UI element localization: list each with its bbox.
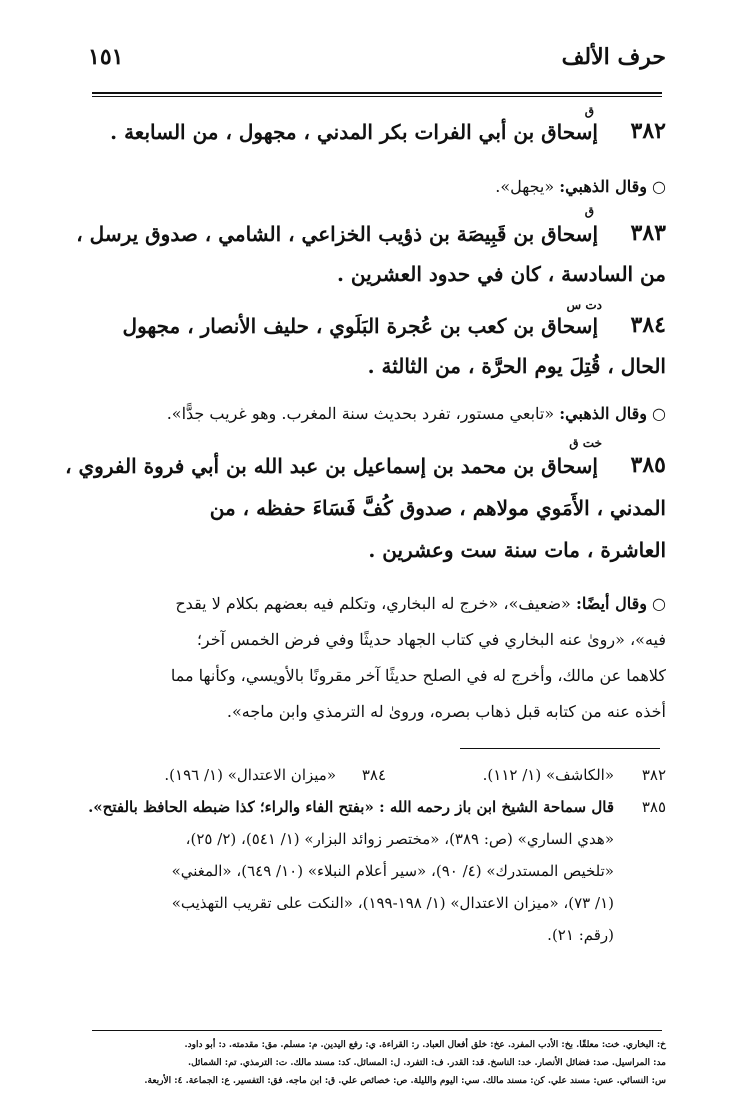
entry-382-note <box>84 177 666 196</box>
entry-385 <box>65 436 666 582</box>
entry-385-note <box>84 594 666 613</box>
abbreviation-key-line: خ: البخاري. خت: معلقًا. بخ: الأدب المفرد. عخ: خلق أفعال العباد. ر: القراءة. ي: رفع اليدين. م: مسلم. مق: مقدمته. د: أبو داود. <box>184 1040 666 1050</box>
abbreviation-key-line: مد: المراسيل. صد: فضائل الأنصار. خد: الناسخ. قد: القدر. ف: التفرد. ل: المسائل. كد: مسند مالك. ت: الترمذي. تم: الشمائل. <box>187 1058 666 1068</box>
footnote-385-line: «تلخيص المستدرك» (٤/ ٩٠)، «سير أعلام النبلاء» (١٠/ ٦٤٩)، «المغني» <box>171 862 614 880</box>
entry-codes: دت س <box>566 298 602 312</box>
footnote-385-line: قال سماحة الشيخ ابن باز رحمه الله : «بفتح الفاء والراء؛ كذا ضبطه الحافظ بالفتح». <box>88 798 614 816</box>
note-label: وقال الذهبي: <box>559 404 647 423</box>
entry-385-note-line: فيه»، «روىٰ عنه البخاري في كتاب الجهاد حديثًا وفي فرض الخمس آخر؛ <box>196 630 666 649</box>
entry-codes: ق <box>584 104 594 118</box>
key-rule <box>92 1030 662 1031</box>
entry-number: ٣٨٤ <box>630 312 666 338</box>
header-rule-thick <box>92 92 662 94</box>
footnote-384-number: ٣٨٤ <box>361 766 386 784</box>
bullet-icon: ○ <box>652 404 666 423</box>
abbreviation-key-line: س: النسائي. عس: مسند علي. كن: مسند مالك. سي: اليوم والليلة. ص: خصائص علي. ق: ابن ماجه. فق: التفسير. ع: الجماعة. ٤: الأربعة. <box>144 1076 666 1086</box>
entry-text-line: من السادسة ، كان في حدود العشرين . <box>337 262 666 286</box>
note-label: وقال الذهبي: <box>559 177 647 196</box>
note-text: «ضعيف»، «خرج له البخاري، وتكلم فيه بعضهم بكلام لا يقدح <box>175 594 571 613</box>
page-number: ١٥١ <box>88 44 124 70</box>
entry-385-note-line: أخذه عنه من كتابه قبل ذهاب بصره، وروىٰ له الترمذي وابن ماجه». <box>226 702 666 721</box>
footnote-382-number: ٣٨٢ <box>641 766 666 784</box>
entry-codes: خت ق <box>569 436 602 450</box>
entry-number: ٣٨٢ <box>630 118 666 144</box>
entry-384-note <box>84 404 666 423</box>
bullet-icon: ○ <box>652 177 666 196</box>
entry-text-line: إسحاق بن قَبِيصَة بن ذؤيب الخزاعي ، الشامي ، صدوق يرسل ، <box>76 222 598 246</box>
entry-385-note-line: كلاهما عن مالك، وأخرج له في الصلح حديثًا آخر مقرونًا بالأويسي، وكأنها مما <box>170 666 666 685</box>
header-rule-thin <box>92 96 662 97</box>
entry-number: ٣٨٥ <box>630 452 666 478</box>
entry-382 <box>84 104 666 158</box>
entry-codes: ق <box>584 204 594 218</box>
entry-text-line: الحال ، قُتِلَ يوم الحرَّة ، من الثالثة . <box>367 354 666 378</box>
note-label: وقال أيضًا: <box>575 594 647 613</box>
entry-383 <box>76 204 666 300</box>
entry-text-line: إسحاق بن محمد بن إسماعيل بن عبد الله بن أبي فروة الفروي ، <box>65 454 598 478</box>
entry-number: ٣٨٣ <box>630 220 666 246</box>
footnote-385-line: (رقم: ٢١). <box>547 926 614 944</box>
footnote-385-line: «هدي الساري» (ص: ٣٨٩)، «مختصر زوائد البزار» (١/ ٥٤١)، (٢/ ٢٥)، <box>185 830 614 848</box>
note-text: «تابعي مستور، تفرد بحديث سنة المغرب. وهو غريب جدًّا». <box>166 404 555 423</box>
footnote-384-text: «ميزان الاعتدال» (١/ ١٩٦). <box>164 766 336 784</box>
page-header-title: حرف الألف <box>561 44 666 70</box>
entry-384 <box>84 298 666 392</box>
footnote-385-number: ٣٨٥ <box>641 798 666 816</box>
footnote-382-text: «الكاشف» (١/ ١١٢). <box>482 766 614 784</box>
entry-text-line: إسحاق بن أبي الفرات بكر المدني ، مجهول ، من السابعة . <box>110 120 598 144</box>
note-text: «يجهل». <box>495 177 555 196</box>
entry-text-line: إسحاق بن كعب بن عُجرة البَلَوي ، حليف الأنصار ، مجهول <box>122 314 598 338</box>
footnote-385-line: (١/ ٧٣)، «ميزان الاعتدال» (١/ ١٩٨-١٩٩)، «النكت على تقريب التهذيب» <box>171 894 614 912</box>
bullet-icon: ○ <box>652 594 666 613</box>
footnote-rule <box>460 748 660 749</box>
entry-text-line: العاشرة ، مات سنة ست وعشرين . <box>368 538 666 562</box>
entry-text-line: المدني ، الأَمَوي مولاهم ، صدوق كُفَّ فَسَاءَ حفظه ، من <box>209 496 666 520</box>
